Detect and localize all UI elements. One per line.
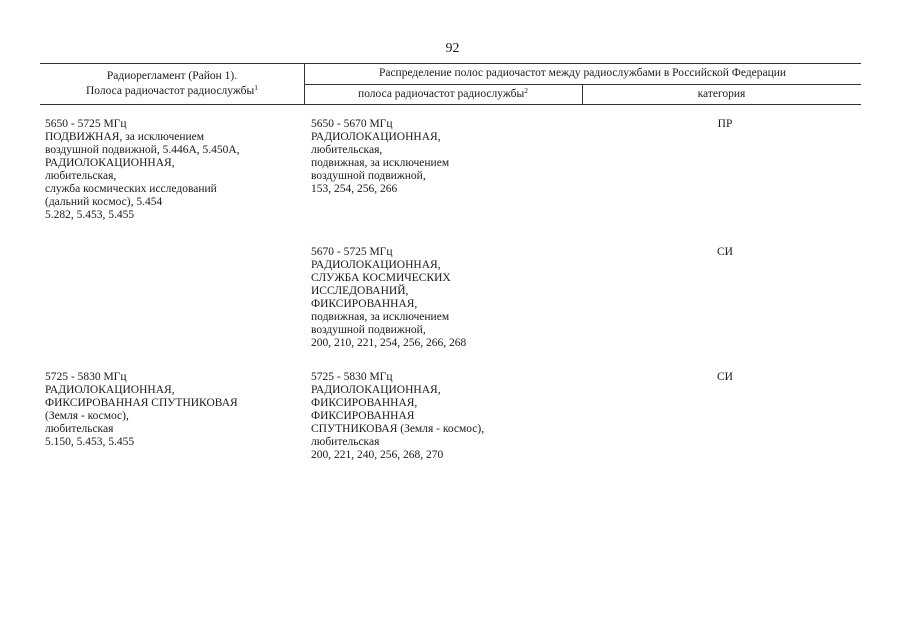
row-2-rf-line: 200, 210, 221, 254, 256, 266, 268 <box>311 337 467 349</box>
row-2-rf-line: 5670 - 5725 МГц <box>311 246 393 258</box>
row-3-rf-line: 200, 221, 240, 256, 268, 270 <box>311 449 444 461</box>
row-2-rf-line: ИССЛЕДОВАНИЙ, <box>311 285 409 297</box>
row-3-region-line: РАДИОЛОКАЦИОННАЯ, <box>45 384 175 396</box>
footnote-mark-1: 1 <box>254 83 259 92</box>
row-3-rf-line: РАДИОЛОКАЦИОННАЯ, <box>311 384 441 396</box>
row-2-rf-line: РАДИОЛОКАЦИОННАЯ, <box>311 259 441 271</box>
row-1-category: ПР <box>717 118 733 130</box>
row-3-rf-line: любительская <box>311 436 380 448</box>
row-1-region-line: РАДИОЛОКАЦИОННАЯ, <box>45 157 175 169</box>
row-3-region-line: 5725 - 5830 МГц <box>45 371 127 383</box>
row-1-rf-line: РАДИОЛОКАЦИОННАЯ, <box>311 131 441 143</box>
row-3-region-line: 5.150, 5.453, 5.455 <box>45 436 135 448</box>
row-3-region-cell <box>45 371 238 449</box>
row-1-region-line: (дальний космос), 5.454 <box>45 196 163 208</box>
header-region-title: Радиорегламент (Район 1). <box>106 70 238 82</box>
row-1-region-line: любительская, <box>45 170 117 182</box>
row-2-rf-line: ФИКСИРОВАННАЯ, <box>311 298 418 310</box>
row-1-region-line: 5650 - 5725 МГц <box>45 118 127 130</box>
row-3-rf-line: СПУТНИКОВАЯ (Земля - космос), <box>311 423 485 435</box>
row-1-rf-line: 153, 254, 256, 266 <box>311 183 398 195</box>
header-region-band <box>40 69 304 99</box>
row-2-rf-line: воздушной подвижной, <box>311 324 426 336</box>
row-1-region-line: 5.282, 5.453, 5.455 <box>45 209 135 221</box>
header-band-column: полоса радиочастот радиослужбы$^2$ <box>358 86 528 100</box>
row-3-region-line: любительская <box>45 423 114 435</box>
row-3-region-line: ФИКСИРОВАННАЯ СПУТНИКОВАЯ <box>45 397 238 409</box>
row-2-rf-line: подвижная, за исключением <box>311 311 450 323</box>
row-3-rf-line: ФИКСИРОВАННАЯ, <box>311 397 418 409</box>
row-1-rf-line: подвижная, за исключением <box>311 157 450 169</box>
row-1-region-line: воздушной подвижной, 5.446А, 5.450А, <box>45 144 240 156</box>
header-category-column: категория <box>697 88 746 100</box>
row-1-rf-cell <box>311 118 449 196</box>
row-2-rf-cell <box>311 246 466 350</box>
row-1-rf-line: воздушной подвижной, <box>311 170 426 182</box>
row-1-region-cell <box>45 118 240 222</box>
row-1-region-line: ПОДВИЖНАЯ, за исключением <box>45 131 205 143</box>
row-3-rf-line: 5725 - 5830 МГц <box>311 371 393 383</box>
row-1-rf-line: 5650 - 5670 МГц <box>311 118 393 130</box>
row-3-rf-cell <box>311 371 484 462</box>
row-2-rf-line: СЛУЖБА КОСМИЧЕСКИХ <box>311 272 451 284</box>
header-region-subtitle: Полоса радиочастот радиослужбы$^1$ <box>85 83 259 97</box>
header-bottom-rule <box>40 104 861 105</box>
row-3-region-line: (Земля - космос), <box>45 410 129 422</box>
header-distribution-title: Распределение полос радиочастот между радиослужбами в Российской Федерации <box>378 67 787 79</box>
row-3-rf-line: ФИКСИРОВАННАЯ <box>311 410 415 422</box>
row-2-category: СИ <box>717 246 733 258</box>
page-number: 92 <box>445 41 460 56</box>
footnote-mark-2: 2 <box>524 86 528 95</box>
row-1-region-line: служба космических исследований <box>45 183 217 195</box>
table-top-rule <box>40 63 861 64</box>
row-3-category: СИ <box>717 371 733 383</box>
row-1-rf-line: любительская, <box>311 144 383 156</box>
